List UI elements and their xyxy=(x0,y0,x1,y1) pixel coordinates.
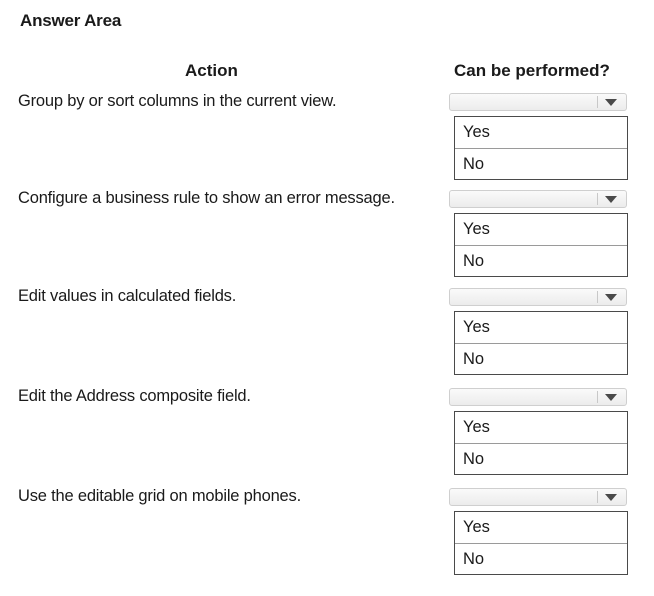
question-row xyxy=(0,92,654,182)
chevron-down-icon[interactable] xyxy=(605,494,617,501)
action-text: Edit the Address composite field. xyxy=(18,387,251,405)
option-yes[interactable]: Yes xyxy=(463,318,490,336)
can-be-performed-column-header: Can be performed? xyxy=(454,61,610,80)
dropdown-options-list xyxy=(454,411,628,475)
action-text: Use the editable grid on mobile phones. xyxy=(18,487,301,505)
dropdown-options-list xyxy=(454,311,628,375)
option-no[interactable]: No xyxy=(455,148,627,179)
answer-dropdown[interactable] xyxy=(449,288,627,306)
answer-dropdown[interactable] xyxy=(449,93,627,111)
dropdown-separator xyxy=(597,291,598,303)
chevron-down-icon[interactable] xyxy=(605,99,617,106)
option-no[interactable]: No xyxy=(455,245,627,276)
chevron-down-icon[interactable] xyxy=(605,294,617,301)
dropdown-options-list xyxy=(454,213,628,277)
answer-dropdown[interactable] xyxy=(449,190,627,208)
action-text: Edit values in calculated fields. xyxy=(18,287,237,305)
action-text: Group by or sort columns in the current view. xyxy=(18,92,337,110)
question-row xyxy=(0,487,654,577)
option-no[interactable]: No xyxy=(455,543,627,574)
action-text: Configure a business rule to show an error message. xyxy=(18,189,395,207)
question-row xyxy=(0,387,654,477)
option-yes[interactable]: Yes xyxy=(463,220,490,238)
option-yes[interactable]: Yes xyxy=(463,418,490,436)
answer-dropdown[interactable] xyxy=(449,488,627,506)
option-no[interactable]: No xyxy=(455,443,627,474)
chevron-down-icon[interactable] xyxy=(605,394,617,401)
option-no[interactable]: No xyxy=(455,343,627,374)
dropdown-options-list xyxy=(454,116,628,180)
action-column-header: Action xyxy=(185,61,238,80)
dropdown-separator xyxy=(597,96,598,108)
option-yes[interactable]: Yes xyxy=(463,123,490,141)
answer-area-title: Answer Area xyxy=(20,11,122,30)
dropdown-separator xyxy=(597,491,598,503)
question-row xyxy=(0,287,654,377)
chevron-down-icon[interactable] xyxy=(605,196,617,203)
answer-dropdown[interactable] xyxy=(449,388,627,406)
dropdown-separator xyxy=(597,391,598,403)
question-row xyxy=(0,189,654,279)
dropdown-options-list xyxy=(454,511,628,575)
option-yes[interactable]: Yes xyxy=(463,518,490,536)
dropdown-separator xyxy=(597,193,598,205)
